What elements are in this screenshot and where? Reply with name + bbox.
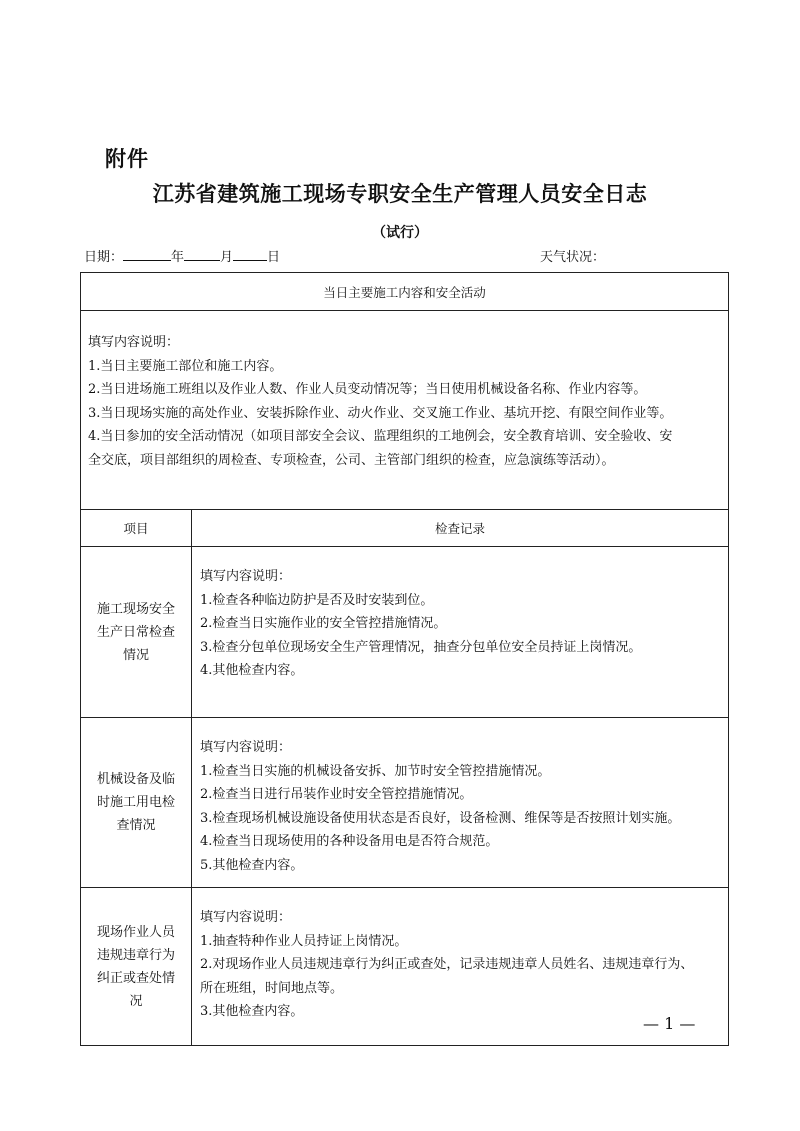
record-cell [192, 547, 729, 718]
month-label: 月 [220, 250, 234, 265]
date-label: 日期： [84, 250, 124, 265]
record-line: 1.抽查特种作业人员持证上岗情况。 [200, 933, 408, 949]
day-label: 日 [267, 250, 281, 265]
item-label: 施工现场安全生产日常检查情况 [96, 601, 175, 663]
month-blank [184, 248, 220, 261]
record-line: 2.检查当日进行吊装作业时安全管控措施情况。 [200, 787, 473, 802]
instruction-line: 4.当日参加的安全活动情况（如项目部安全会议、监理组织的工地例会，安全教育培训、安全验收、安 [88, 429, 673, 444]
year-blank [123, 248, 171, 261]
section-content-cell [81, 311, 729, 510]
record-line: 2.对现场作业人员违规违章行为纠正或查处，记录违规违章人员姓名、违规违章行为、 [200, 957, 694, 972]
table-row [81, 718, 729, 888]
record-line: 所在班组，时间地点等。 [200, 980, 344, 996]
record-line: 4.其他检查内容。 [200, 663, 304, 678]
safety-log-table [80, 272, 729, 1046]
section-content-row [81, 311, 729, 510]
record-line: 填写内容说明： [200, 910, 292, 925]
item-cell [81, 718, 192, 888]
record-line: 4.检查当日现场使用的各种设备用电是否符合规范。 [200, 834, 499, 849]
record-line: 填写内容说明： [200, 569, 292, 584]
page-number: — 1 — [643, 1014, 696, 1033]
weather-label: 天气状况： [540, 250, 606, 265]
record-line: 2.检查当日实施作业的安全管控措施情况。 [200, 616, 447, 631]
instruction-line: 1.当日主要施工部位和施工内容。 [88, 358, 283, 374]
item-cell [81, 888, 192, 1046]
item-label: 现场作业人员违规违章行为纠正或查处情况 [96, 924, 175, 1009]
instruction-line: 3.当日现场实施的高处作业、安装拆除作业、动火作业、交叉施工作业、基坑开挖、有限空间作业等。 [88, 405, 673, 421]
instruction-line: 2.当日进场施工班组以及作业人数、作业人员变动情况等；当日使用机械设备名称、作业内容等。 [88, 382, 647, 397]
record-line: 3.检查分包单位现场安全生产管理情况，抽查分包单位安全员持证上岗情况。 [200, 639, 642, 655]
section-heading-row [81, 273, 729, 311]
day-blank [233, 248, 267, 261]
document-title: 江苏省建筑施工现场专职安全生产管理人员安全日志 [152, 182, 648, 206]
date-field [84, 246, 280, 265]
attachment-label: 附件 [105, 147, 149, 171]
document-subtitle: （试行） [372, 225, 428, 241]
item-cell [81, 547, 192, 718]
table-row [81, 547, 729, 718]
record-line: 1.检查各种临边防护是否及时安装到位。 [200, 592, 434, 608]
table-row [81, 888, 729, 1046]
column-header-row [81, 510, 729, 547]
year-label: 年 [171, 250, 185, 265]
record-line: 5.其他检查内容。 [200, 857, 304, 873]
record-line: 3.其他检查内容。 [200, 1004, 304, 1019]
column-header-record: 检查记录 [192, 510, 729, 547]
column-header-item: 项目 [81, 510, 192, 547]
instruction-line: 填写内容说明： [88, 335, 180, 350]
section-heading: 当日主要施工内容和安全活动 [81, 273, 729, 311]
instruction-line: 全交底，项目部组织的周检查、专项检查，公司、主管部门组织的检查，应急演练等活动）。 [88, 452, 615, 468]
record-line: 1.检查当日实施的机械设备安拆、加节时安全管控措施情况。 [200, 763, 551, 779]
record-line: 填写内容说明： [200, 740, 292, 755]
item-label: 机械设备及临时施工用电检查情况 [96, 772, 175, 833]
record-line: 3.检查现场机械设施设备使用状态是否良好，设备检测、维保等是否按照计划实施。 [200, 810, 681, 826]
record-cell [192, 718, 729, 888]
